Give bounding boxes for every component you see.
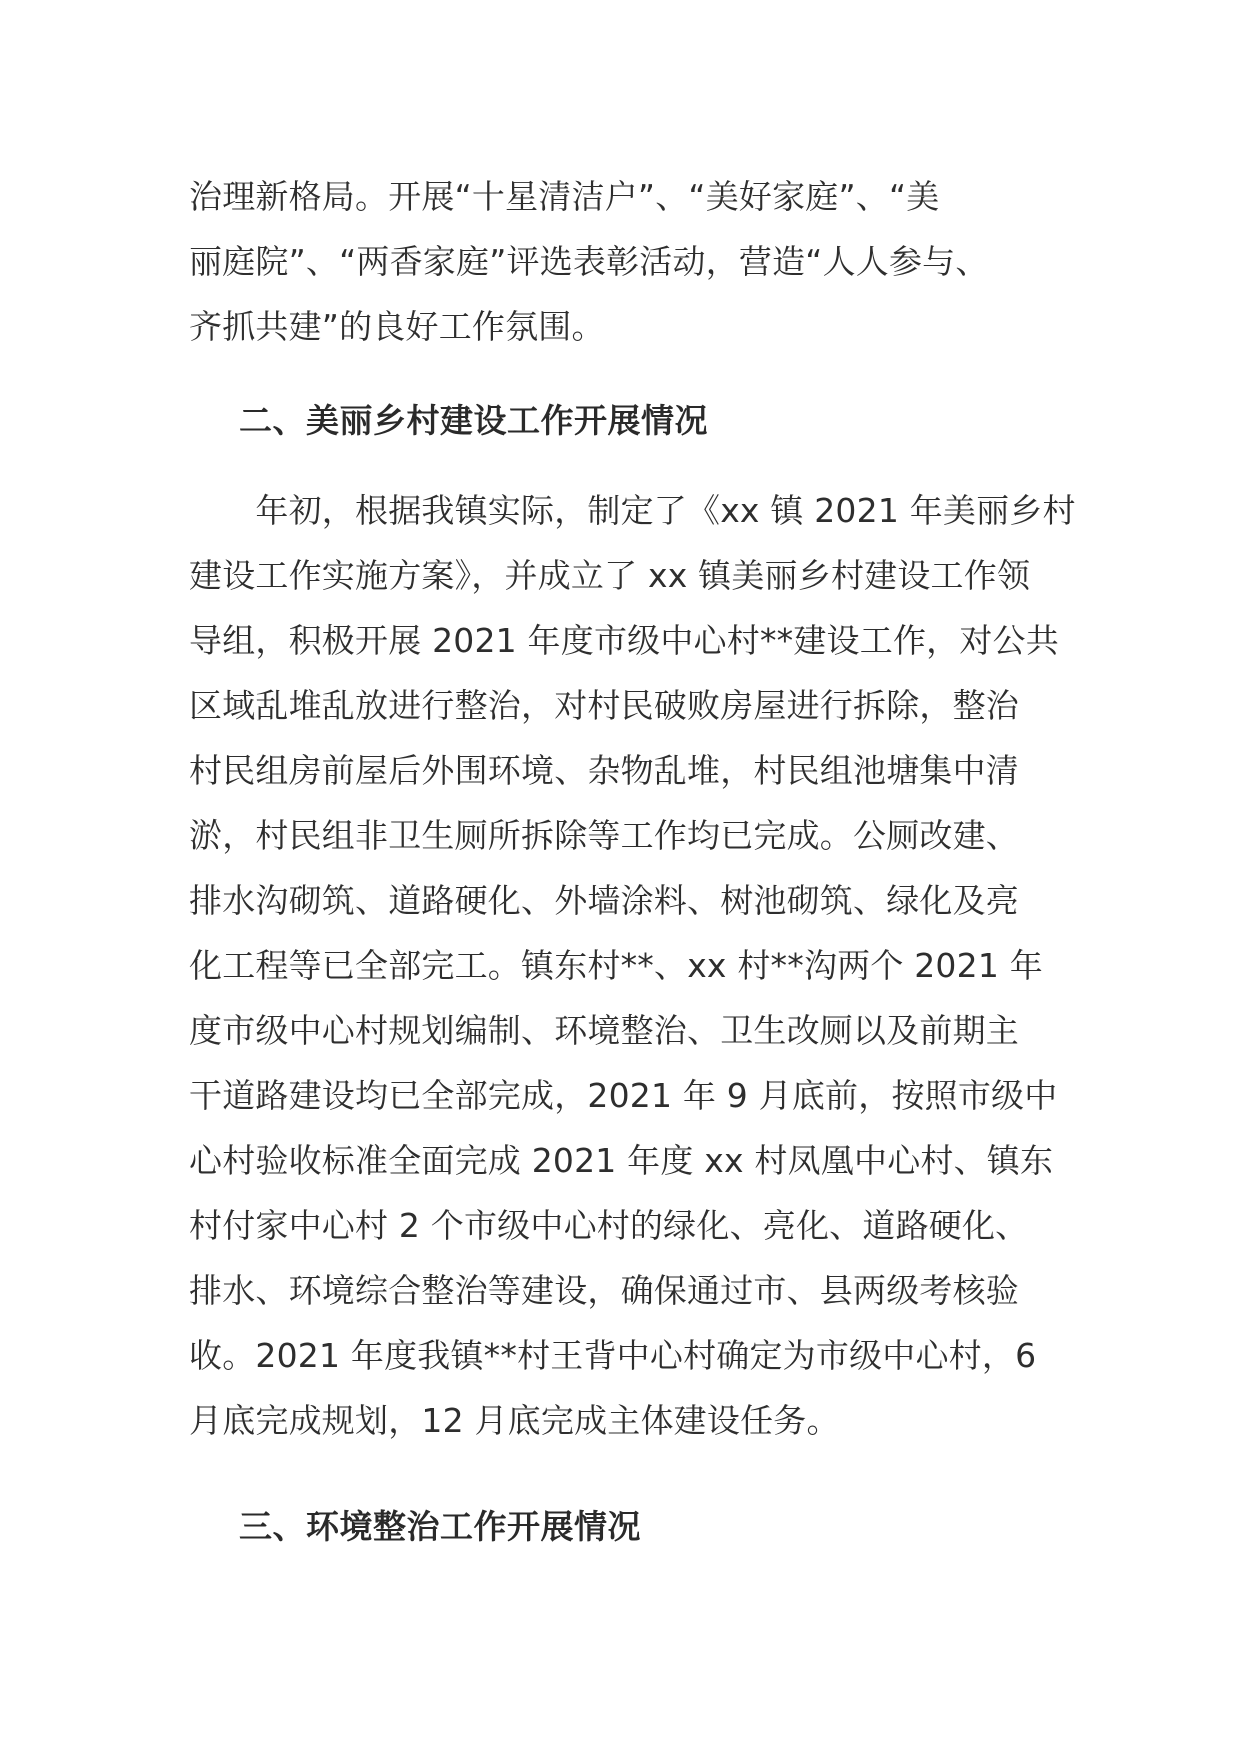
paragraph-line: 导组，积极开展 2021 年度市级中心村**建设工作，对公共 (189, 621, 1059, 660)
section-heading-text: 二、美丽乡村建设工作开展情况 (239, 401, 708, 440)
paragraph-line: 区域乱堆乱放进行整治，对村民破败房屋进行拆除，整治 (189, 686, 1019, 725)
paragraph-line: 治理新格局。开展“十星清洁户”、“美好家庭”、“美 (189, 177, 940, 216)
paragraph-beautiful-village (189, 478, 1076, 1453)
paragraph-line: 月底完成规划，12 月底完成主体建设任务。 (189, 1401, 840, 1440)
paragraph-line: 收。2021 年度我镇**村王背中心村确定为市级中心村，6 (189, 1336, 1037, 1375)
paragraph-line: 心村验收标准全面完成 2021 年度 xx 村凤凰中心村、镇东 (189, 1141, 1054, 1180)
section-heading-3 (189, 1494, 1069, 1559)
paragraph-line: 干道路建设均已全部完成，2021 年 9 月底前，按照市级中 (189, 1076, 1058, 1115)
paragraph-line: 排水、环境综合整治等建设，确保通过市、县两级考核验 (189, 1271, 1019, 1310)
paragraph-line: 建设工作实施方案》，并成立了 xx 镇美丽乡村建设工作领 (189, 556, 1031, 595)
paragraph-line: 排水沟砌筑、道路硬化、外墙涂料、树池砌筑、绿化及亮 (189, 881, 1019, 920)
section-heading-text: 三、环境整治工作开展情况 (239, 1507, 641, 1546)
paragraph-continuation (189, 164, 1069, 359)
section-heading-2 (189, 388, 1069, 453)
paragraph-line: 村付家中心村 2 个市级中心村的绿化、亮化、道路硬化、 (189, 1206, 1029, 1245)
paragraph-line: 年初，根据我镇实际，制定了《xx 镇 2021 年美丽乡村 (189, 491, 1076, 530)
paragraph-line: 丽庭院”、“两香家庭”评选表彰活动，营造“人人参与、 (189, 242, 989, 281)
paragraph-line: 齐抓共建”的良好工作氛围。 (189, 307, 605, 346)
paragraph-line: 村民组房前屋后外围环境、杂物乱堆，村民组池塘集中清 (189, 751, 1019, 790)
paragraph-line: 度市级中心村规划编制、环境整治、卫生改厕以及前期主 (189, 1011, 1019, 1050)
paragraph-line: 化工程等已全部完工。镇东村**、xx 村**沟两个 2021 年 (189, 946, 1043, 985)
paragraph-line: 淤，村民组非卫生厕所拆除等工作均已完成。公厕改建、 (189, 816, 1019, 855)
